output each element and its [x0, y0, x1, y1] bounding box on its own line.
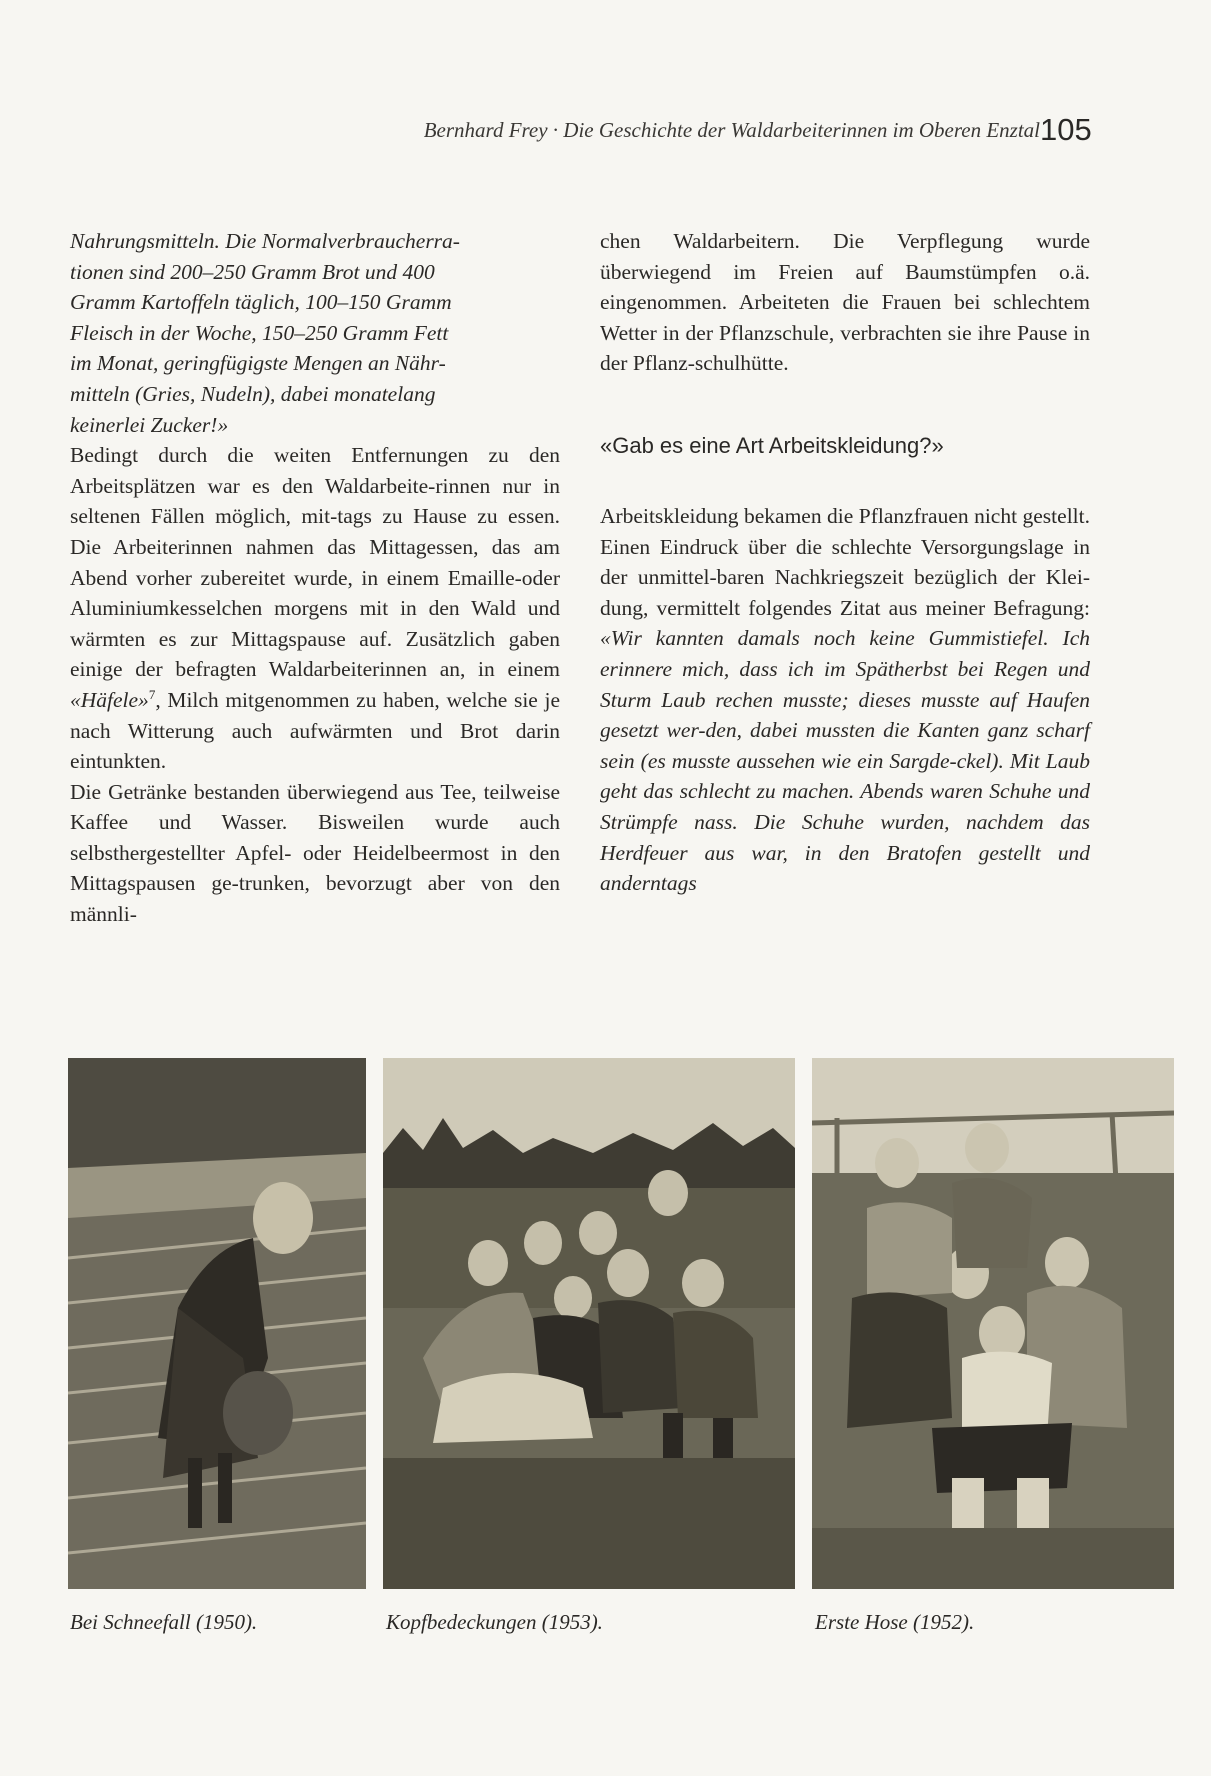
quote-line: tionen sind 200–250 Gramm Brot und 400 — [70, 259, 435, 284]
paragraph-drinks: Die Getränke bestanden überwiegend aus Tee, teilweise Kaffee und Wasser. Bisweilen wurde auch selbsthergestellter Apfel- oder Heidelbeermost in den Mittagspausen ge-trunken, bevorzugt aber von den männli- — [70, 779, 560, 927]
figure-caption: Kopfbedeckungen (1953). — [386, 1610, 603, 1634]
paragraph-lunch: Bedingt durch die weiten Entfernungen zu den Arbeitsplätzen war es den Waldarbeite-rinnen nur in seltenen Fällen möglich, mit-tags zu Hause zu essen. Die Arbeiterinnen nahmen das Mittagessen, das am Abend vorher zubereitet wurde, in einem Emaille-oder Aluminiumkesselchen morgens mit in den Wald und wärmten es zur Mittagspause auf. Zusätzlich gaben einige der befragten Waldarbeiterinnen an, in einem «Häfele»$^7$, Milch mitgenommen zu haben, welche sie je nach Witterung auch aufwärmten und Brot darin eintunkten. — [70, 443, 560, 774]
page-number: 105 — [1040, 112, 1092, 147]
left-column — [70, 226, 560, 930]
quote-line: Fleisch in der Woche, 150–250 Gramm Fett — [70, 320, 449, 345]
quote-line: Gramm Kartoffeln täglich, 100–150 Gramm — [70, 290, 452, 315]
running-head: Bernhard Frey · Die Geschichte der Waldarbeiterinnen im Oberen Enztal — [423, 118, 1040, 142]
photo-snowfall — [68, 1058, 366, 1589]
paragraph-clothing: Arbeitskleidung bekamen die Pflanzfrauen nicht gestellt. Einen Eindruck über die schlechte Versorgungslage in der unmittel-baren Nachkriegszeit bezüglich der Klei-dung, vermittelt folgendes Zitat aus meiner Befragung: «Wir kannten damals noch keine Gummistiefel. Ich erinnere mich, dass ich im Spätherbst bei Regen und Sturm Laub rechen musste; dieses musste auf Haufen gesetzt wer-den, dabei mussten die Kanten ganz scharf sein (es musste aussehen wie ein Sargde-ckel). Mit Laub geht das schlecht zu machen. Abends waren Schuhe und Strümpfe nass. Die Schuhe wurden, nachdem das Herdfeuer aus war, in den Bratofen gestellt und anderntags — [600, 503, 1090, 896]
figure-caption: Erste Hose (1952). — [815, 1610, 975, 1634]
photo-head-coverings — [383, 1058, 795, 1589]
quote-continuation — [70, 226, 560, 440]
quote-line: mitteln (Gries, Nudeln), dabei monatelang — [70, 381, 436, 406]
quote-line: im Monat, geringfügigste Mengen an Nähr- — [70, 351, 446, 376]
paragraph-meals: chen Waldarbeitern. Die Verpflegung wurde überwiegend im Freien auf Baumstümpfen o.ä. eingenommen. Arbeiteten die Frauen bei schlechtem Wetter in der Pflanzschule, verbrachten sie ihre Pause in der Pflanz-schulhütte. — [600, 229, 1090, 376]
right-column — [600, 226, 1090, 899]
interview-quote: «Wir kannten damals noch keine Gummistiefel. Ich erinnere mich, dass ich im Spätherbst bei Regen und Sturm Laub rechen musste; dieses musste auf Haufen gesetzt wer-den, dabei mussten die Kanten ganz scharf sein (es musste aussehen wie ein Sargde-ckel). Mit Laub geht das schlecht zu machen. Abends waren Schuhe und Strümpfe nass. Die Schuhe wurden, nachdem das Herdfeuer aus war, in den Bratofen gestellt und anderntags — [600, 626, 1090, 896]
haefele-term: «Häfele» — [70, 687, 149, 712]
quote-line: Nahrungsmitteln. Die Normalverbraucherra- — [70, 229, 460, 253]
footnote-marker: 7 — [148, 686, 156, 702]
section-heading: «Gab es eine Art Arbeitskleidung?» — [600, 432, 944, 458]
figure-caption: Bei Schneefall (1950). — [70, 1610, 258, 1634]
quote-line: keinerlei Zucker!» — [70, 412, 229, 437]
photo-first-trousers — [812, 1058, 1174, 1589]
